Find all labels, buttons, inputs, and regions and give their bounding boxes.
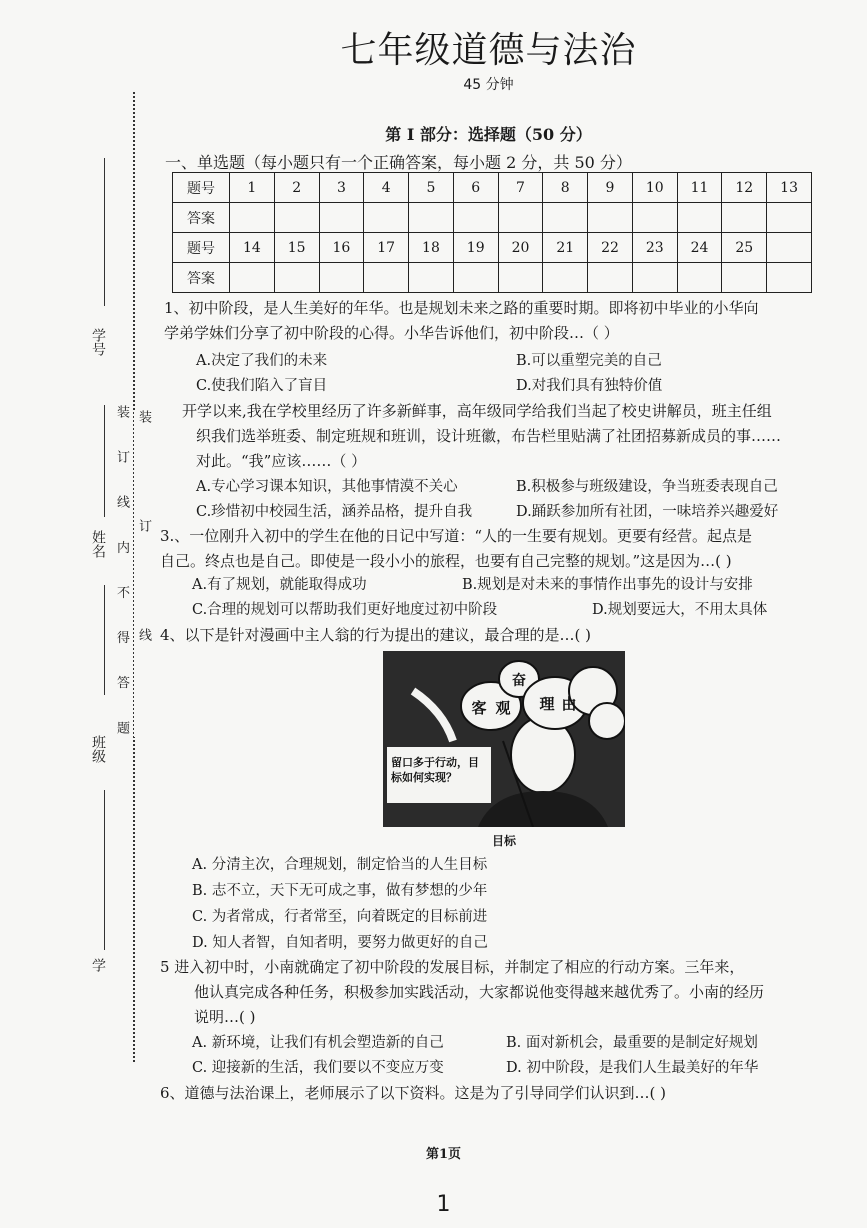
answer-cell[interactable] (453, 203, 498, 233)
student-no-label: 学号 (90, 328, 106, 356)
question-4-option-a[interactable]: A. 分清主次，合理规划，制定恰当的人生目标 (192, 857, 488, 873)
question-number-cell: 6 (453, 173, 498, 203)
cartoon-caption: 目标 (491, 834, 516, 848)
question-1-option-a[interactable]: A.决定了我们的未来 (196, 353, 328, 369)
answer-cell[interactable] (588, 263, 633, 293)
question-5-option-d[interactable]: D. 初中阶段，是我们人生最美好的年华 (506, 1060, 759, 1076)
answer-cell[interactable] (498, 263, 543, 293)
table-row (173, 263, 812, 293)
answer-cell[interactable] (230, 203, 275, 233)
name-underline (104, 405, 105, 517)
question-number-cell: 24 (677, 233, 722, 263)
question-1-option-b[interactable]: B.可以重塑完美的自己 (516, 353, 662, 369)
answer-cell[interactable] (319, 263, 364, 293)
answer-cell[interactable] (767, 203, 812, 233)
seal-line-text: 装 订 线 内 不 得 答 题 (114, 405, 129, 748)
question-3-option-d[interactable]: D.规划要远大，不用太具体 (592, 602, 768, 618)
question-2-option-d[interactable]: D.踊跃参加所有社团，一味培养兴趣爱好 (516, 504, 779, 520)
name-label: 姓名 (90, 530, 106, 558)
balloon-text: 奋 (512, 673, 526, 689)
answer-cell[interactable] (588, 203, 633, 233)
question-number-cell: 15 (274, 233, 319, 263)
class-label: 班级 (90, 735, 106, 763)
answer-cell[interactable] (543, 203, 588, 233)
answer-cell[interactable] (543, 263, 588, 293)
question-number-cell: 12 (722, 173, 767, 203)
question-5-line: 5 进入初中时，小南就确定了初中阶段的发展目标，并制定了相应的行动方案。三年来， (160, 958, 745, 976)
question-number-cell: 8 (543, 173, 588, 203)
school-underline (104, 790, 105, 950)
answer-cell[interactable] (767, 263, 812, 293)
question-4-line: 4、以下是针对漫画中主人翁的行为提出的建议，最合理的是…( ) (160, 626, 592, 644)
question-2-line: 织我们选举班委、制定班规和班训，设计班徽，布告栏里贴满了社团招募新成员的事…… (196, 427, 782, 445)
question-number-cell: 16 (319, 233, 364, 263)
question-3-line: 3.、一位刚升入初中的学生在他的日记中写道：“人的一生要有规划。更要有经营。起点是 (160, 527, 752, 545)
question-2-option-c[interactable]: C.珍惜初中校园生活，涵养品格，提升自我 (196, 504, 473, 520)
balloon-text: 客 (471, 699, 487, 717)
question-number-cell: 14 (230, 233, 275, 263)
question-number-cell: 11 (677, 173, 722, 203)
table-row (173, 173, 812, 203)
question-number-cell: 5 (409, 173, 454, 203)
cartoon-image (383, 651, 625, 827)
question-number-cell: 19 (453, 233, 498, 263)
question-number-cell (767, 233, 812, 263)
question-number-cell: 3 (319, 173, 364, 203)
question-1-line: 学弟学妹们分享了初中阶段的心得。小华告诉他们，初中阶段…（ ） (164, 324, 619, 342)
question-2-line: 对此。“我”应该……（ ） (196, 452, 367, 470)
question-1-option-c[interactable]: C.使我们陷入了盲目 (196, 378, 328, 394)
question-5-line: 说明…( ) (194, 1008, 256, 1026)
seal-line-words: 装订线 (136, 410, 151, 737)
question-number-cell: 2 (274, 173, 319, 203)
question-4-option-c[interactable]: C. 为者常成，行者常至，向着既定的目标前进 (192, 909, 488, 925)
question-number-cell: 13 (767, 173, 812, 203)
question-3-option-b[interactable]: B.规划是对未来的事情作出事先的设计与安排 (462, 577, 753, 593)
answer-cell[interactable] (409, 203, 454, 233)
question-number-cell: 18 (409, 233, 454, 263)
table-row (173, 203, 812, 233)
balloon-text: 由 (561, 695, 577, 713)
question-number-cell: 4 (364, 173, 409, 203)
answer-cell[interactable] (722, 203, 767, 233)
student-no-underline (104, 158, 105, 306)
answer-cell[interactable] (722, 263, 767, 293)
balloon-text: 观 (495, 699, 511, 717)
exam-duration: 45 分钟 (463, 77, 514, 93)
question-5-line: 他认真完成各种任务，积极参加实践活动，大家都说他变得越来越优秀了。小南的经历 (194, 983, 765, 1001)
answer-cell[interactable] (453, 263, 498, 293)
row-label: 答案 (173, 263, 230, 293)
question-5-option-a[interactable]: A. 新环境，让我们有机会塑造新的自己 (192, 1035, 444, 1051)
part-heading: 第 I 部分：选择题（50 分） (385, 125, 592, 144)
question-number-cell: 7 (498, 173, 543, 203)
exam-title: 七年级道德与法治 (340, 30, 637, 71)
question-number-cell: 17 (364, 233, 409, 263)
question-1-option-d[interactable]: D.对我们具有独特价值 (516, 378, 663, 394)
answer-cell[interactable] (409, 263, 454, 293)
class-underline (104, 585, 105, 695)
row-label: 题号 (173, 233, 230, 263)
question-number-cell: 25 (722, 233, 767, 263)
answer-cell[interactable] (498, 203, 543, 233)
question-6-line: 6、道德与法治课上，老师展示了以下资料。这是为了引导同学们认识到…( ) (160, 1084, 667, 1102)
row-label: 答案 (173, 203, 230, 233)
question-2-line: 开学以来,我在学校里经历了许多新鲜事，高年级同学给我们当起了校史讲解员，班主任组 (182, 402, 772, 420)
question-number-cell: 20 (498, 233, 543, 263)
question-3-line: 自己。终点也是自己。即使是一段小小的旅程，也要有自己完整的规划。”这是因为…( ) (160, 552, 732, 570)
question-5-option-b[interactable]: B. 面对新机会，最重要的是制定好规划 (506, 1035, 758, 1051)
row-label: 题号 (173, 173, 230, 203)
page-number: 1 (436, 1192, 451, 1217)
question-2-option-b[interactable]: B.积极参与班级建设，争当班委表现自己 (516, 479, 778, 495)
balloon-text: 理 (539, 695, 555, 713)
section-heading: 一、单选题（每小题只有一个正确答案，每小题 2 分，共 50 分） (165, 153, 632, 172)
question-3-option-c[interactable]: C.合理的规划可以帮助我们更好地度过初中阶段 (192, 602, 498, 618)
question-2-option-a[interactable]: A.专心学习课本知识，其他事情漠不关心 (196, 479, 458, 495)
question-4-option-b[interactable]: B. 志不立，天下无可成之事，做有梦想的少年 (192, 883, 488, 899)
question-number-cell: 21 (543, 233, 588, 263)
question-number-cell: 23 (632, 233, 677, 263)
question-number-cell: 22 (588, 233, 633, 263)
question-4-option-d[interactable]: D. 知人者智，自知者明，要努力做更好的自己 (192, 935, 488, 951)
answer-cell[interactable] (677, 263, 722, 293)
answer-cell[interactable] (319, 203, 364, 233)
cartoon-text: 留口多于行动，目标如何实现？ (391, 756, 479, 784)
table-row (173, 233, 812, 263)
page-label: 第1页 (425, 1147, 462, 1162)
answer-cell[interactable] (677, 203, 722, 233)
answer-cell[interactable] (274, 263, 319, 293)
answer-cell[interactable] (364, 203, 409, 233)
cartoon-drawing (383, 651, 625, 827)
question-number-cell: 9 (588, 173, 633, 203)
question-5-option-c[interactable]: C. 迎接新的生活，我们要以不变应万变 (192, 1060, 444, 1076)
question-3-option-a[interactable]: A.有了规划，就能取得成功 (192, 577, 367, 593)
answer-cell[interactable] (632, 263, 677, 293)
question-1-line: 1、初中阶段，是人生美好的年华。也是规划未来之路的重要时期。即将初中毕业的小华向 (164, 299, 759, 317)
question-number-cell: 10 (632, 173, 677, 203)
school-label: 学 (90, 958, 106, 972)
answer-cell[interactable] (230, 263, 275, 293)
answer-cell[interactable] (364, 263, 409, 293)
answer-table (172, 172, 812, 293)
answer-cell[interactable] (632, 203, 677, 233)
question-number-cell: 1 (230, 173, 275, 203)
answer-cell[interactable] (274, 203, 319, 233)
